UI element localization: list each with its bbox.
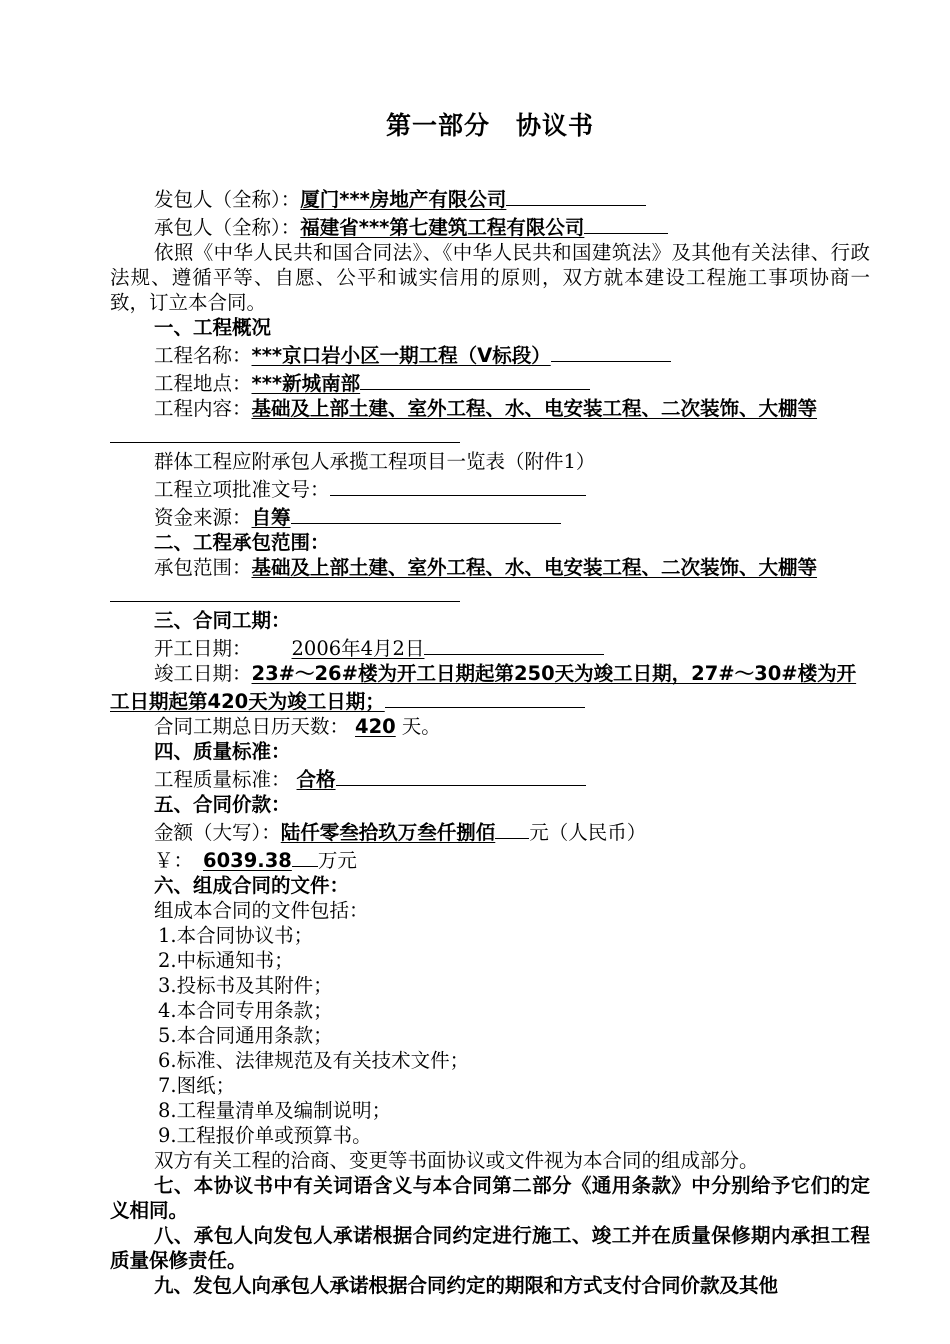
total-days-unit: 天。 [401, 715, 441, 738]
price-words-blank [495, 817, 529, 839]
section-5-heading: 五、合同价款： [154, 793, 291, 816]
preamble-paragraph: 依照《中华人民共和国合同法》、《中华人民共和国建筑法》及其他有关法律、行政法规、遵循平等、自愿、公平和诚实信用的原则，双方就本建设工程施工事项协商一致，订立本合同。 [110, 241, 870, 314]
price-words-value: 陆仟零叁拾玖万叁仟捌佰 [280, 821, 496, 844]
quality-value: 合格 [296, 768, 336, 791]
finish-date-value: 23#～26#楼为开工日期起第250天为竣工日期，27#～30#楼为开工日期起第420天为竣工日期； [110, 662, 857, 713]
finish-date-blank [385, 686, 585, 708]
section-9-paragraph: 九、发包人向承包人承诺根据合同约定的期限和方式支付合同价款及其他 [154, 1274, 779, 1297]
project-content-line [110, 396, 870, 449]
document-item: 1.本合同协议书； [158, 924, 314, 947]
section-6-heading: 六、组成合同的文件： [154, 874, 350, 897]
fund-value: 自筹 [251, 506, 291, 529]
document-item: 7.图纸； [158, 1074, 236, 1097]
project-name-label: 工程名称： [154, 344, 252, 367]
project-content-label: 工程内容： [154, 397, 252, 420]
approval-label: 工程立项批准文号： [154, 478, 330, 501]
employer-line [110, 184, 870, 212]
employer-value: 厦门***房地产有限公司 [300, 188, 507, 211]
start-date-label: 开工日期： [154, 637, 252, 660]
yen-label: ￥： [154, 849, 194, 872]
approval-line [110, 474, 870, 502]
document-title: 第一部分 协议书 [385, 111, 594, 140]
total-days-line [110, 714, 870, 739]
section-3-heading: 三、合同工期： [154, 609, 291, 632]
documents-closing: 双方有关工程的洽商、变更等书面协议或文件视为本合同的组成部分。 [154, 1149, 759, 1172]
project-name-value: ***京口岩小区一期工程（Ⅴ标段） [251, 344, 551, 367]
contractor-value: 福建省***第七建筑工程有限公司 [300, 216, 585, 239]
finish-date-label: 竣工日期： [154, 662, 252, 685]
price-words-unit: 元（人民币） [529, 821, 647, 844]
project-content-value: 基础及上部土建、室外工程、水、电安装工程、二次装饰、大棚等 [251, 397, 818, 420]
employer-blank [506, 184, 646, 206]
price-words-line [110, 817, 870, 845]
project-name-blank [551, 340, 671, 362]
start-date-line [110, 633, 870, 661]
quality-label: 工程质量标准： [154, 768, 291, 791]
project-site-label: 工程地点： [154, 372, 252, 395]
documents-intro: 组成本合同的文件包括： [154, 899, 369, 922]
section-7-paragraph: 七、本协议书中有关词语含义与本合同第二部分《通用条款》中分别给予它们的定义相同。 [110, 1174, 870, 1222]
scope-blank [110, 580, 460, 602]
project-name-line [110, 340, 870, 368]
project-content-blank [110, 421, 460, 443]
contractor-blank [584, 212, 668, 234]
document-item: 4.本合同专用条款； [158, 999, 333, 1022]
document-item: 2.中标通知书； [158, 949, 294, 972]
scope-label: 承包范围： [154, 556, 252, 579]
document-item: 9.工程报价单或预算书。 [158, 1124, 372, 1147]
approval-value [330, 474, 586, 496]
fund-label: 资金来源： [154, 506, 252, 529]
price-words-label: 金额（大写）： [154, 821, 281, 844]
scope-value: 基础及上部土建、室外工程、水、电安装工程、二次装饰、大棚等 [251, 556, 818, 579]
section-4-heading: 四、质量标准： [154, 740, 291, 763]
document-item: 3.投标书及其附件； [158, 974, 333, 997]
employer-label: 发包人（全称）： [154, 188, 301, 211]
yen-value: 6039.38 [203, 849, 292, 872]
document-item: 6.标准、法律规范及有关技术文件； [158, 1049, 470, 1072]
section-2-heading: 二、工程承包范围： [154, 531, 330, 554]
section-1-heading: 一、工程概况 [154, 316, 272, 339]
quality-blank [336, 764, 586, 786]
yen-blank [292, 845, 318, 867]
finish-date-line [110, 661, 870, 714]
start-date-blank [424, 633, 604, 655]
contractor-line [110, 212, 870, 240]
fund-line [110, 502, 870, 530]
fund-blank [291, 502, 561, 524]
scope-line [110, 555, 870, 608]
yen-unit: 万元 [317, 849, 357, 872]
group-note: 群体工程应附承包人承揽工程项目一览表（附件1） [154, 450, 596, 473]
quality-line [110, 764, 870, 792]
total-days-label: 合同工期总日历天数： [154, 715, 350, 738]
price-figure-line [110, 845, 870, 873]
document-item: 5.本合同通用条款； [158, 1024, 333, 1047]
total-days-value: 420 [355, 715, 396, 738]
project-site-value: ***新城南部 [251, 372, 361, 395]
section-8-paragraph: 八、承包人向发包人承诺根据合同约定进行施工、竣工并在质量保修期内承担工程质量保修责任。 [110, 1224, 870, 1272]
contractor-label: 承包人（全称）： [154, 216, 301, 239]
document-item: 8.工程量清单及编制说明； [158, 1099, 392, 1122]
project-site-line [110, 368, 870, 396]
start-date-value: 2006年4月2日 [291, 637, 425, 660]
agreement-page [110, 106, 870, 1298]
project-site-blank [360, 368, 590, 390]
